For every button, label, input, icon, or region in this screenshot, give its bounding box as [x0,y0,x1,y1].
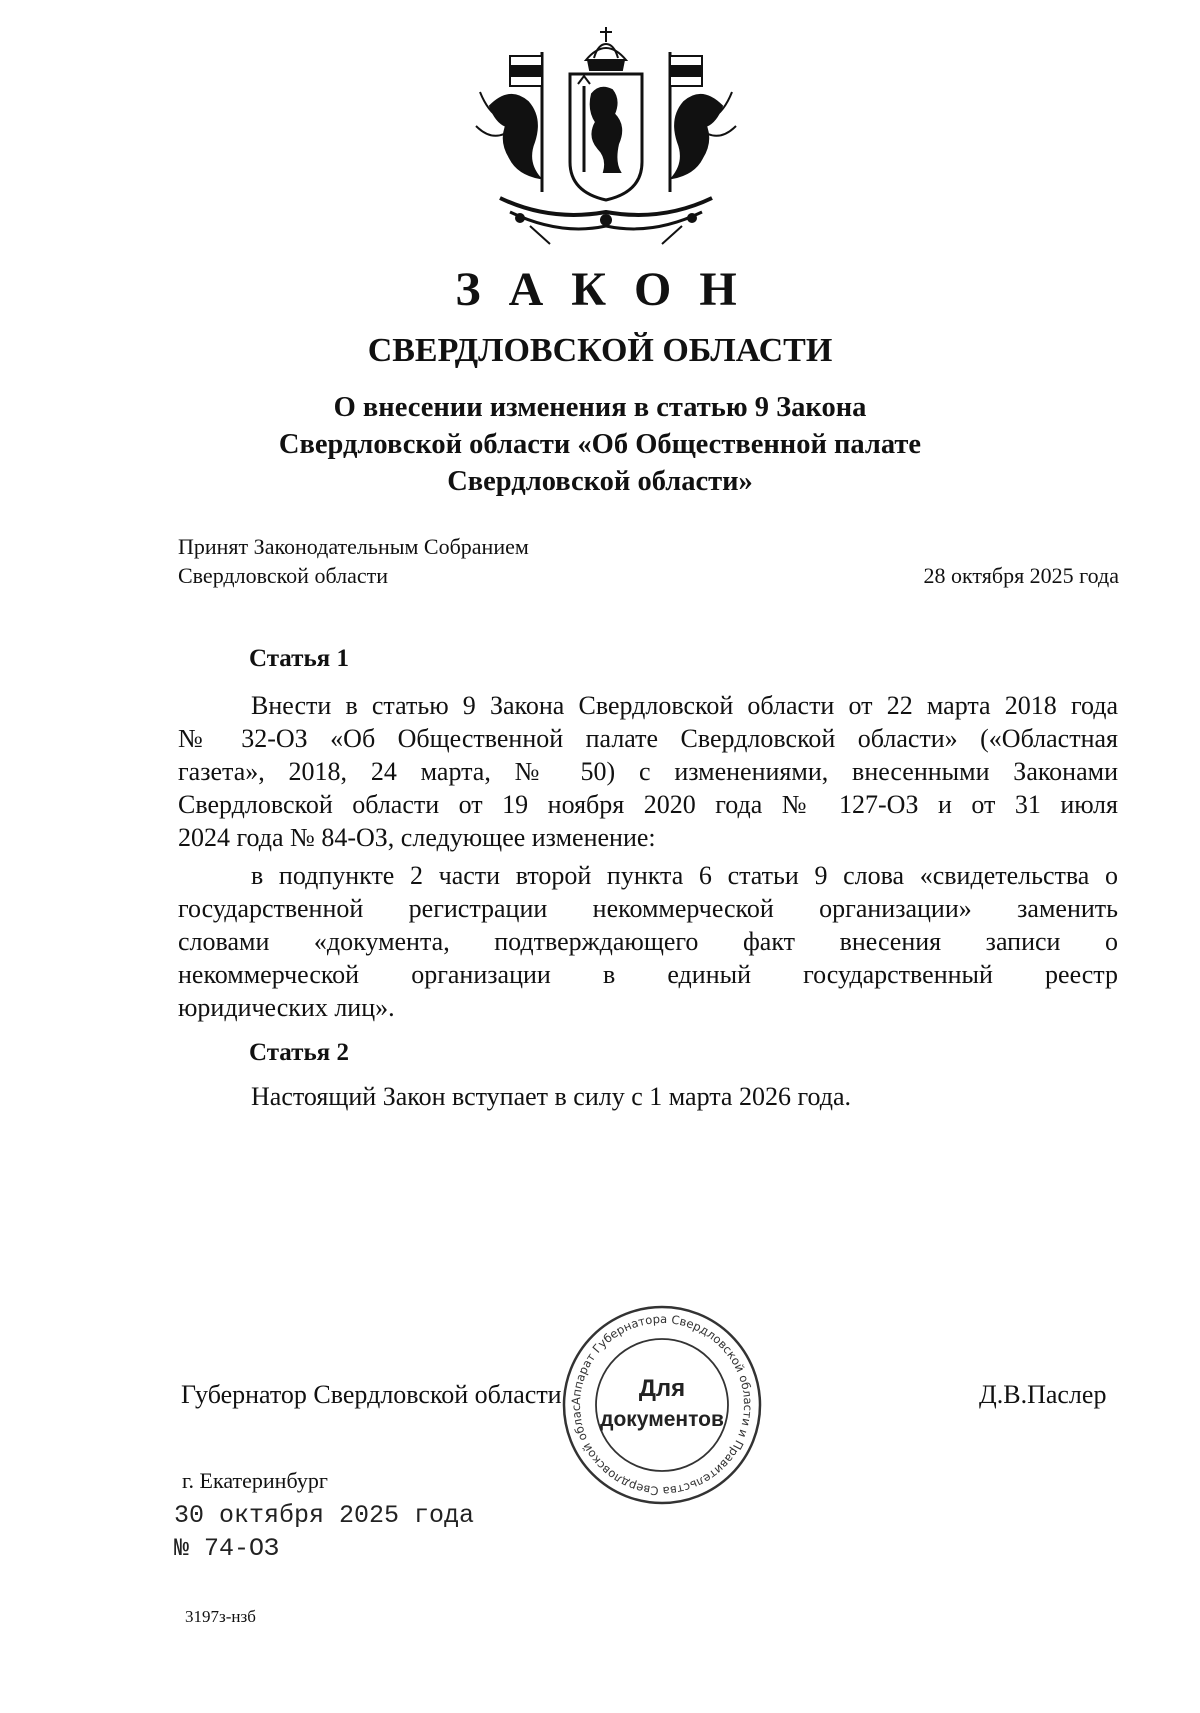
signatory-name: Д.В.Паслер [979,1380,1107,1409]
adoption-line: Принят Законодательным Собранием [178,534,529,559]
text-line: в подпункте 2 части второй пункта 6 статьи 9 слова «свидетельства о [251,861,1118,890]
adoption-body [178,532,529,590]
coat-of-arms-emblem [470,22,742,248]
text-line: юридических лиц». [178,993,395,1022]
text-line: Настоящий Закон вступает в силу с 1 марта 2026 года. [251,1082,851,1111]
subject-line: О внесении изменения в статью 9 Закона [333,392,867,423]
signing-date: 30 октября 2025 года [174,1501,475,1530]
text-line: некоммерческой организации в единый государственный реестр [178,960,1118,989]
text-line: 2024 года № 84-ОЗ, следующее изменение: [178,823,656,852]
crown-icon [586,27,626,70]
region-title: СВЕРДЛОВСКОЙ ОБЛАСТИ [367,332,833,369]
official-stamp [561,1304,763,1506]
article-1-paragraph-2 [178,859,1118,1024]
adoption-date: 28 октября 2025 года [923,563,1119,588]
stamp-center-line: документов [600,1408,724,1431]
document-title: З А К О Н [455,263,745,316]
law-number: № 74-ОЗ [174,1534,280,1563]
article-2-text [251,1080,1121,1113]
stamp-ring-text: Аппарат Губернатора Свердловской области и Правительства Свердловской облас [568,1311,756,1499]
signatory-position: Губернатор Свердловской области [181,1380,562,1409]
article-1-paragraph-1 [178,689,1118,854]
document-code: 3197з-нзб [185,1607,256,1626]
text-line: Свердловской области от 19 ноября 2020 года № 127-ОЗ и от 31 июля [178,790,1118,819]
article-1-heading: Статья 1 [249,645,349,672]
adoption-line: Свердловской области [178,563,388,588]
stamp-center-line: Для [638,1375,686,1402]
text-line: Внести в статью 9 Закона Свердловской области от 22 марта 2018 года [251,691,1118,720]
text-line: № 32-ОЗ «Об Общественной палате Свердловской области» («Областная [178,724,1118,753]
law-subject-title [0,389,1200,500]
text-line: словами «документа, подтверждающего факт внесения записи о [178,927,1118,956]
subject-line: Свердловской области «Об Общественной палате [278,429,922,460]
text-line: государственной регистрации некоммерческой организации» заменить [178,894,1118,923]
text-line: газета», 2018, 24 марта, № 50) с изменениями, внесенными Законами [178,757,1118,786]
article-2-heading: Статья 2 [249,1039,349,1066]
subject-line: Свердловской области» [447,466,753,497]
place-of-signing: г. Екатеринбург [182,1468,328,1493]
